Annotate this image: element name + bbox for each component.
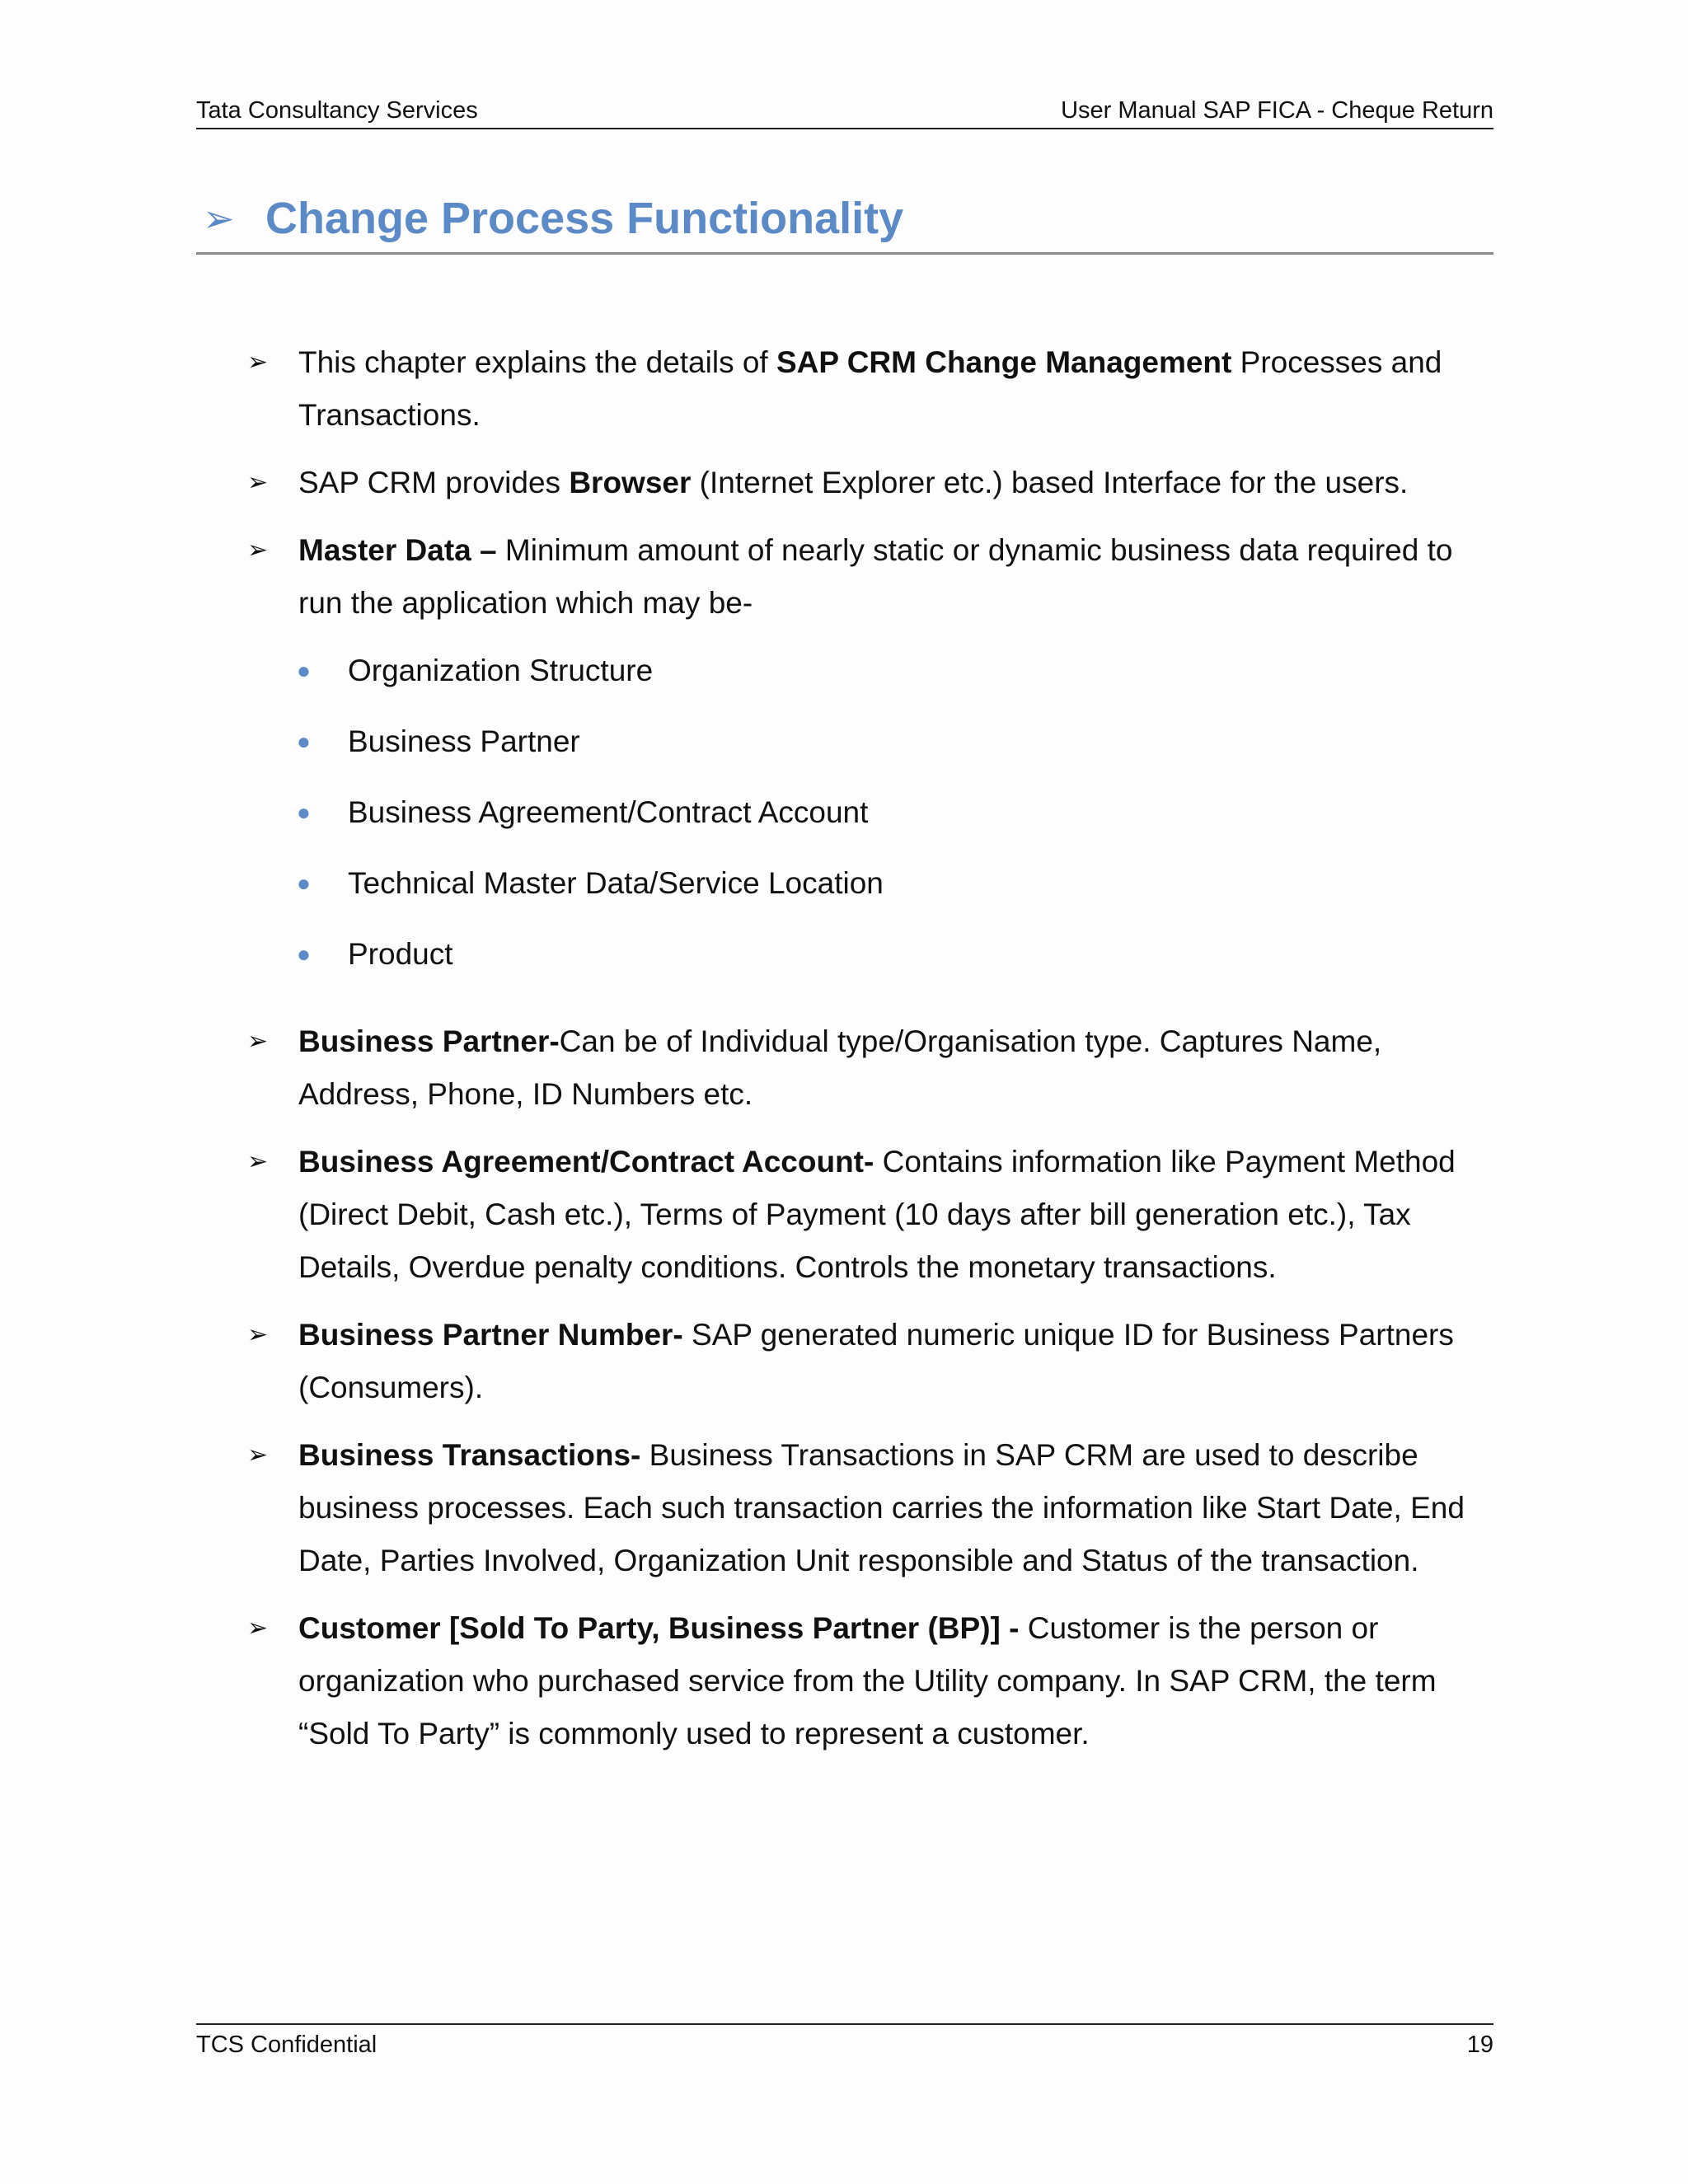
arrow-icon: ➢ — [247, 1321, 269, 1348]
item-text: Master Data – Minimum amount of nearly static or dynamic business data required to run the application which may be- — [298, 533, 1453, 620]
list-item: ● Organization Structure — [247, 644, 1475, 715]
footer-confidential: TCS Confidential — [196, 2032, 377, 2058]
arrow-icon: ➢ — [247, 469, 269, 496]
list-item: ● Product — [247, 928, 1475, 999]
page-number: 19 — [1466, 2032, 1493, 2058]
list-item — [247, 1309, 1475, 1414]
arrow-icon: ➢ — [247, 1441, 269, 1469]
bullet-icon: ● — [297, 941, 311, 967]
item-text: Business Partner Number- SAP generated numeric unique ID for Business Partners (Consumers). — [298, 1318, 1454, 1404]
page-footer — [196, 2023, 1493, 2059]
bullet-icon: ● — [297, 870, 311, 896]
item-text: SAP CRM provides Browser (Internet Explorer etc.) based Interface for the users. — [298, 466, 1409, 499]
list-item — [247, 457, 1475, 509]
item-text: Business Partner-Can be of Individual type/Organisation type. Captures Name, Address, Phone, ID Numbers etc. — [298, 1024, 1382, 1111]
item-text: Customer [Sold To Party, Business Partner (BP)] - Customer is the person or organization who purchased service from the Utility company. In SAP CRM, the term “Sold To Party” is commonly used to represent a customer. — [298, 1611, 1437, 1750]
bullet-icon: ● — [297, 799, 311, 825]
list-item — [247, 1602, 1475, 1760]
bullet-icon: ● — [297, 729, 311, 754]
list-item — [247, 524, 1475, 630]
list-item: ● Business Agreement/Contract Account — [247, 786, 1475, 857]
list-item — [247, 336, 1475, 442]
item-text: Business Agreement/Contract Account- Contains information like Payment Method (Direct Debit, Cash etc.), Terms of Payment (10 days after bill generation etc.), Tax Details, Overdue penalty conditions. Controls the monetary transactions. — [298, 1145, 1456, 1284]
master-data-list — [247, 644, 1475, 999]
item-text: This chapter explains the details of SAP CRM Change Management Processes and Transactions. — [298, 345, 1442, 432]
content-list — [247, 336, 1475, 1775]
arrow-icon: ➢ — [247, 1028, 269, 1055]
page-header — [196, 97, 1493, 129]
list-item — [247, 1015, 1475, 1121]
arrow-icon: ➢ — [247, 1615, 269, 1642]
arrow-icon: ➢ — [203, 197, 235, 240]
arrow-icon: ➢ — [247, 1148, 269, 1175]
bullet-icon: ● — [297, 658, 311, 683]
list-item — [247, 1429, 1475, 1587]
header-company: Tata Consultancy Services — [196, 97, 478, 124]
list-item — [247, 1136, 1475, 1294]
list-item: ● Technical Master Data/Service Location — [247, 857, 1475, 928]
header-doc-title: User Manual SAP FICA - Cheque Return — [1061, 97, 1493, 124]
item-text: Business Transactions- Business Transactions in SAP CRM are used to describe business processes. Each such transaction carries the information like Start Date, End Date, Parties Involved, Organization Unit responsible and Status of the transaction. — [298, 1438, 1465, 1577]
arrow-icon: ➢ — [247, 537, 269, 564]
arrow-icon: ➢ — [247, 349, 269, 376]
list-item: ● Business Partner — [247, 715, 1475, 786]
section-heading — [196, 193, 1493, 255]
section-title: Change Process Functionality — [265, 194, 904, 243]
